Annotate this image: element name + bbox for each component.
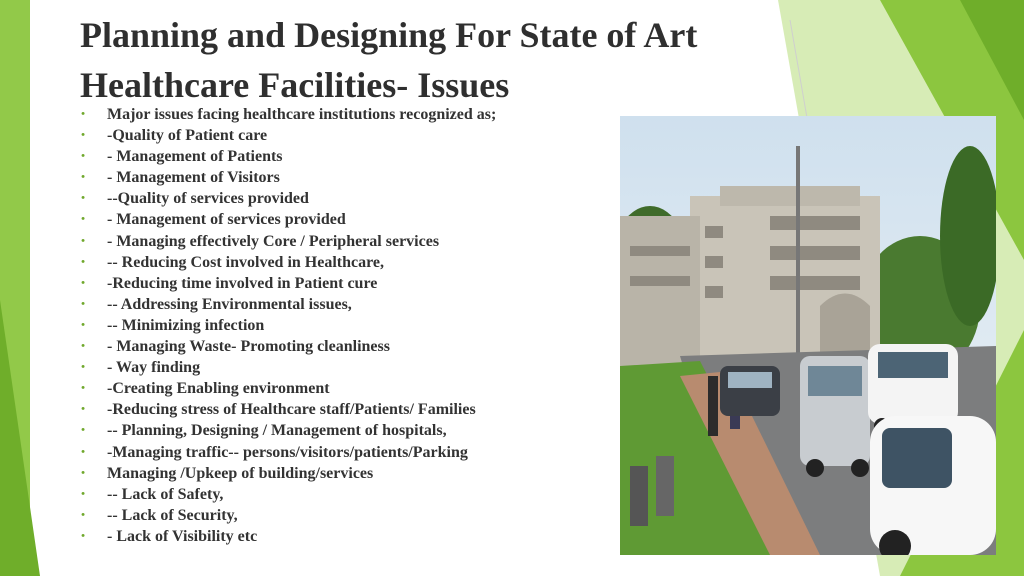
slide-title-line-1: Planning and Designing For State of Art bbox=[80, 15, 698, 55]
bullet-icon: • bbox=[81, 340, 85, 353]
car-dark-grey bbox=[720, 366, 780, 416]
bullet-icon: • bbox=[81, 361, 85, 374]
car-white-foreground bbox=[870, 416, 996, 555]
list-item: • -- Minimizing infection bbox=[78, 315, 496, 336]
bullet-icon: • bbox=[81, 255, 85, 268]
hospital-photo-illustration bbox=[620, 116, 996, 555]
list-item: • -- Reducing Cost involved in Healthcare, bbox=[78, 252, 496, 273]
bullet-icon: • bbox=[81, 466, 85, 479]
bullet-icon: • bbox=[81, 318, 85, 331]
bullet-icon: • bbox=[81, 424, 85, 437]
list-item: • -Creating Enabling environment bbox=[78, 378, 496, 399]
hospital-building-photo bbox=[620, 116, 996, 555]
list-item: • -- Lack of Safety, bbox=[78, 484, 496, 505]
pedestrian-1 bbox=[708, 376, 718, 436]
list-item: • Managing /Upkeep of building/services bbox=[78, 463, 496, 484]
bullet-icon: • bbox=[81, 382, 85, 395]
list-item: • -Reducing stress of Healthcare staff/Patients/ Families bbox=[78, 399, 496, 420]
car-silver bbox=[800, 356, 870, 477]
list-item: • -- Planning, Designing / Management of hospitals, bbox=[78, 420, 496, 441]
list-item: • -Managing traffic-- persons/visitors/patients/Parking bbox=[78, 442, 496, 463]
bullet-icon: • bbox=[81, 171, 85, 184]
list-item: • -- Addressing Environmental issues, bbox=[78, 294, 496, 315]
list-item: • - Managing effectively Core / Peripheral services bbox=[78, 231, 496, 252]
building-roof bbox=[720, 186, 860, 206]
slide-title-line-2: Healthcare Facilities- Issues bbox=[80, 65, 510, 105]
bullet-icon: • bbox=[81, 297, 85, 310]
issues-bullet-list bbox=[78, 104, 496, 547]
bullet-icon: • bbox=[81, 192, 85, 205]
list-item: • Major issues facing healthcare institutions recognized as; bbox=[78, 104, 496, 125]
list-item: • - Management of Patients bbox=[78, 146, 496, 167]
bullet-icon: • bbox=[81, 108, 85, 120]
list-item: • - Way finding bbox=[78, 357, 496, 378]
bullet-icon: • bbox=[81, 234, 85, 247]
bullet-icon: • bbox=[81, 529, 85, 542]
list-item: • -- Lack of Security, bbox=[78, 505, 496, 526]
list-item: • -Quality of Patient care bbox=[78, 125, 496, 146]
list-item: • - Management of Visitors bbox=[78, 167, 496, 188]
bullet-icon: • bbox=[81, 487, 85, 500]
bullet-icon: • bbox=[81, 129, 85, 142]
list-item: • -Reducing time involved in Patient cure bbox=[78, 273, 496, 294]
bullet-icon: • bbox=[81, 150, 85, 163]
bullet-icon: • bbox=[81, 508, 85, 521]
list-item: • - Lack of Visibility etc bbox=[78, 526, 496, 547]
trash-bin-1 bbox=[630, 466, 648, 526]
building-left-wing bbox=[620, 216, 700, 366]
trash-bin-2 bbox=[656, 456, 674, 516]
bullet-icon: • bbox=[81, 213, 85, 226]
bullet-icon: • bbox=[81, 445, 85, 458]
bullet-icon: • bbox=[81, 276, 85, 289]
bullet-icon: • bbox=[81, 403, 85, 416]
list-item: • - Management of services provided bbox=[78, 209, 496, 230]
list-item: • - Managing Waste- Promoting cleanliness bbox=[78, 336, 496, 357]
lamp-post bbox=[796, 146, 800, 366]
slide-title bbox=[80, 10, 840, 110]
list-item: • --Quality of services provided bbox=[78, 188, 496, 209]
